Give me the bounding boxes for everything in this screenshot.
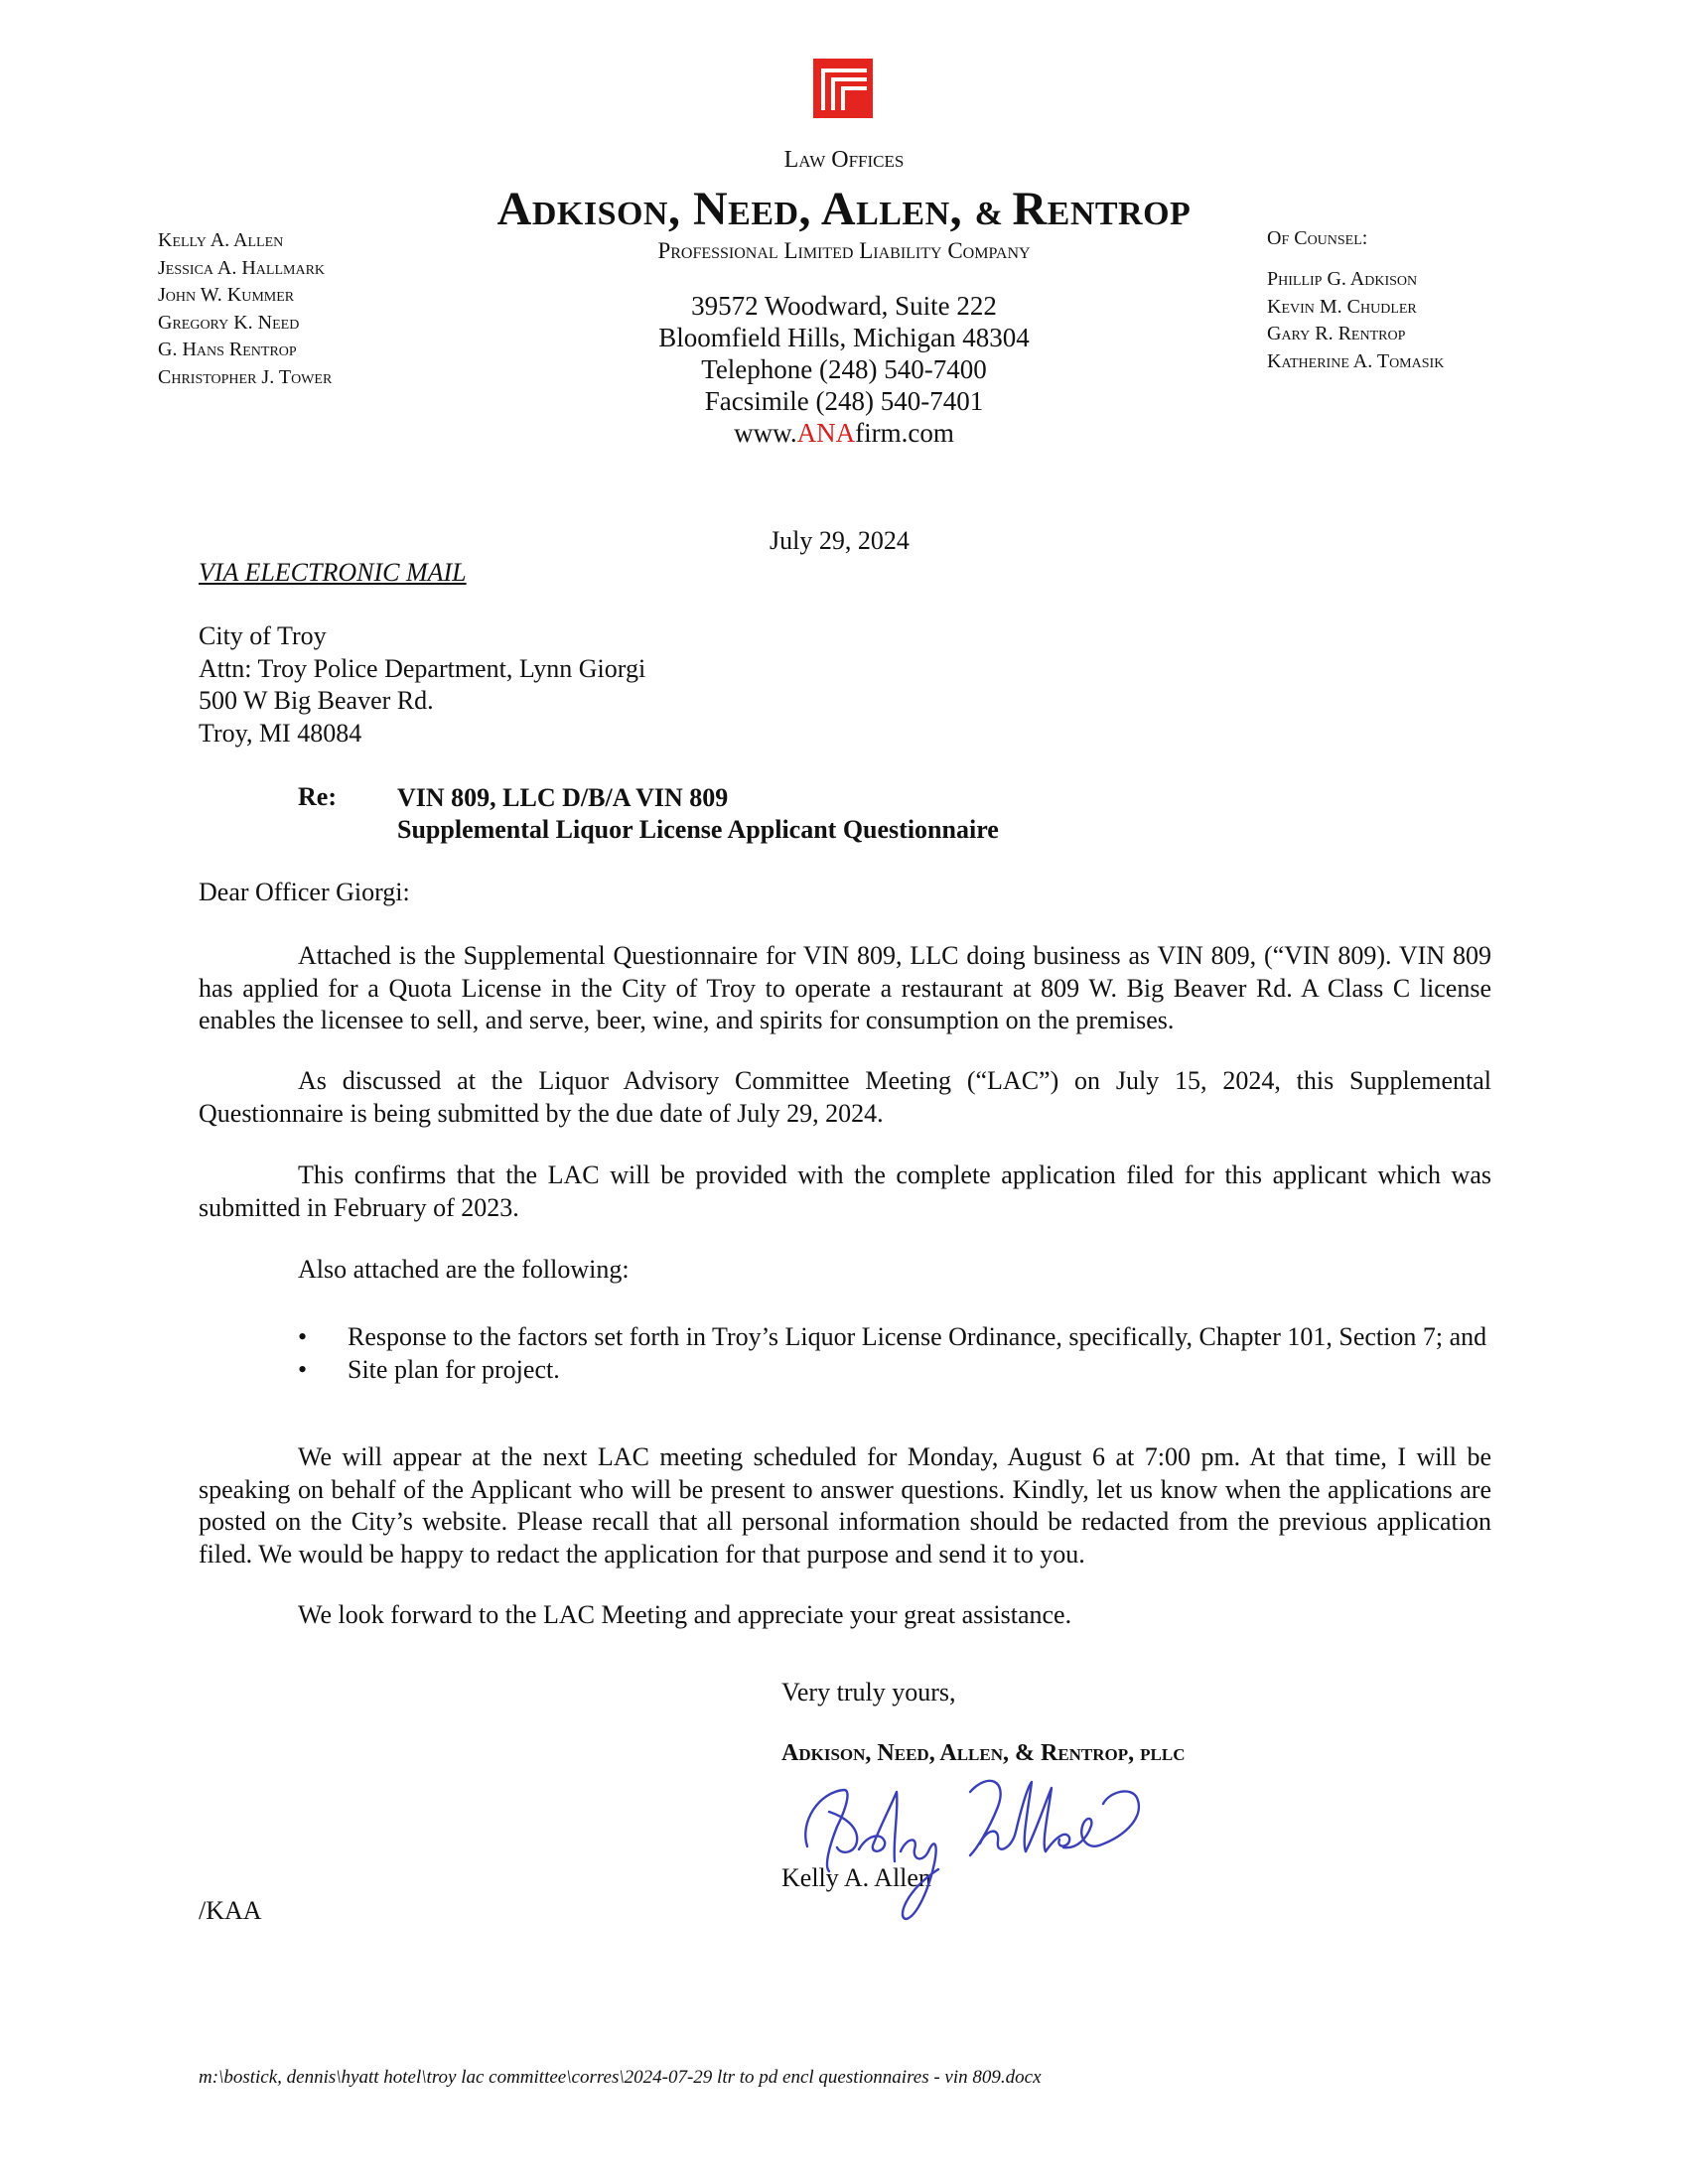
attorney-name: Christopher J. Tower xyxy=(158,365,333,388)
signature-firm-name: Adkison, Need, Allen, & Rentrop, pllc xyxy=(781,1740,1186,1766)
list-item xyxy=(199,1354,1491,1387)
re-line-1: VIN 809, LLC D/B/A VIN 809 xyxy=(397,783,729,812)
attachments-list xyxy=(199,1321,1491,1386)
list-item-text: Site plan for project. xyxy=(348,1354,560,1384)
typist-initials: /KAA xyxy=(199,1896,262,1925)
body-paragraph-5 xyxy=(199,1441,1491,1570)
body-paragraph-3 xyxy=(199,1160,1491,1224)
handwritten-signature xyxy=(789,1752,1157,1926)
list-item-text: Response to the factors set forth in Troy’s Liquor License Ordinance, specifically, Chapter 101, Section 7; and xyxy=(348,1322,1487,1351)
counsel-name: Kevin M. Chudler xyxy=(1267,295,1417,318)
recipient-line: City of Troy xyxy=(199,621,327,650)
firm-logo-icon xyxy=(813,59,873,118)
re-label: Re: xyxy=(298,782,337,811)
bullet-icon: • xyxy=(298,1322,308,1351)
recipient-line: 500 W Big Beaver Rd. xyxy=(199,686,434,715)
website-brand: ANA xyxy=(796,418,856,448)
closing: Very truly yours, xyxy=(781,1678,956,1706)
address-line-2: Bloomfield Hills, Michigan 48304 xyxy=(658,323,1030,352)
recipient-line: Attn: Troy Police Department, Lynn Giorgi xyxy=(199,653,646,683)
document-file-path: m:\bostick, dennis\hyatt hotel\troy lac committee\corres\2024-07-29 ltr to pd encl questionnaires - vin 809.docx xyxy=(199,2067,1042,2088)
body-paragraph-6 xyxy=(199,1599,1491,1632)
paragraph-text: As discussed at the Liquor Advisory Committee Meeting (“LAC”) on July 15, 2024, this Supplemental Questionnaire is being submitted by the due date of July 29, 2024. xyxy=(199,1066,1491,1128)
paragraph-text: Attached is the Supplemental Questionnaire for VIN 809, LLC doing business as VIN 809, (“VIN 809). VIN 809 has applied for a Quota License in the City of Troy to operate a restaurant at 809 W. Big Beaver Rd. A Class C license enables the licensee to sell, and serve, beer, wine, and spirits for consumption on the premises. xyxy=(199,941,1491,1034)
list-item xyxy=(199,1321,1491,1354)
body-paragraph-1 xyxy=(199,940,1491,1037)
attorney-name: Gregory K. Need xyxy=(158,311,300,334)
bullet-icon: • xyxy=(298,1354,308,1384)
body-paragraph-2 xyxy=(199,1065,1491,1130)
paragraph-text: This confirms that the LAC will be provided with the complete application filed for this applicant which was submitted in February of 2023. xyxy=(199,1160,1491,1222)
firm-website[interactable] xyxy=(0,418,1688,449)
attorney-name: John W. Kummer xyxy=(158,284,295,306)
recipient-address xyxy=(199,620,645,750)
delivery-method: VIA ELECTRONIC MAIL xyxy=(199,558,467,587)
salutation: Dear Officer Giorgi: xyxy=(199,878,410,906)
address-line-1: 39572 Woodward, Suite 222 xyxy=(691,291,997,321)
counsel-name: Phillip G. Adkison xyxy=(1267,268,1418,290)
counsel-name: Katherine A. Tomasik xyxy=(1267,349,1445,372)
attorney-name: Kelly A. Allen xyxy=(158,229,284,251)
firm-name-part1: Adkison, Need, Allen, xyxy=(496,183,975,235)
law-offices-label: Law Offices xyxy=(783,147,905,173)
body-paragraph-4 xyxy=(199,1254,1491,1287)
facsimile: Facsimile (248) 540-7401 xyxy=(704,386,984,416)
website-suffix: firm.com xyxy=(855,418,954,448)
paragraph-text: We look forward to the LAC Meeting and appreciate your great assistance. xyxy=(298,1600,1072,1629)
attorney-name: G. Hans Rentrop xyxy=(158,339,297,360)
re-line-2: Supplemental Liquor License Applicant Questionnaire xyxy=(397,815,999,844)
telephone: Telephone (248) 540-7400 xyxy=(701,354,987,384)
letter-date: July 29, 2024 xyxy=(770,526,910,555)
firm-type: Professional Limited Liability Company xyxy=(657,238,1031,263)
recipient-line: Troy, MI 48084 xyxy=(199,718,362,748)
of-counsel-list xyxy=(1267,266,1444,375)
counsel-name: Gary R. Rentrop xyxy=(1267,323,1406,344)
paragraph-text: Also attached are the following: xyxy=(298,1255,630,1284)
website-prefix: www. xyxy=(734,418,797,448)
firm-name-ampersand: & xyxy=(974,196,1013,232)
paragraph-text: We will appear at the next LAC meeting scheduled for Monday, August 6 at 7:00 pm. At that time, I will be speaking on behalf of the Applicant who will be present to answer questions. Kindly, let us know when the applications are posted on the City’s website. Please recall that all personal information should be redacted from the previous application filed. We would be happy to redact the application for that purpose and send it to you. xyxy=(199,1442,1491,1569)
attorney-name: Jessica A. Hallmark xyxy=(158,256,326,279)
firm-name-part2: Rentrop xyxy=(1012,183,1192,235)
signer-name: Kelly A. Allen xyxy=(781,1863,931,1892)
re-subject xyxy=(397,782,999,846)
attorneys-list xyxy=(158,227,332,391)
of-counsel-heading: Of Counsel: xyxy=(1267,227,1368,249)
